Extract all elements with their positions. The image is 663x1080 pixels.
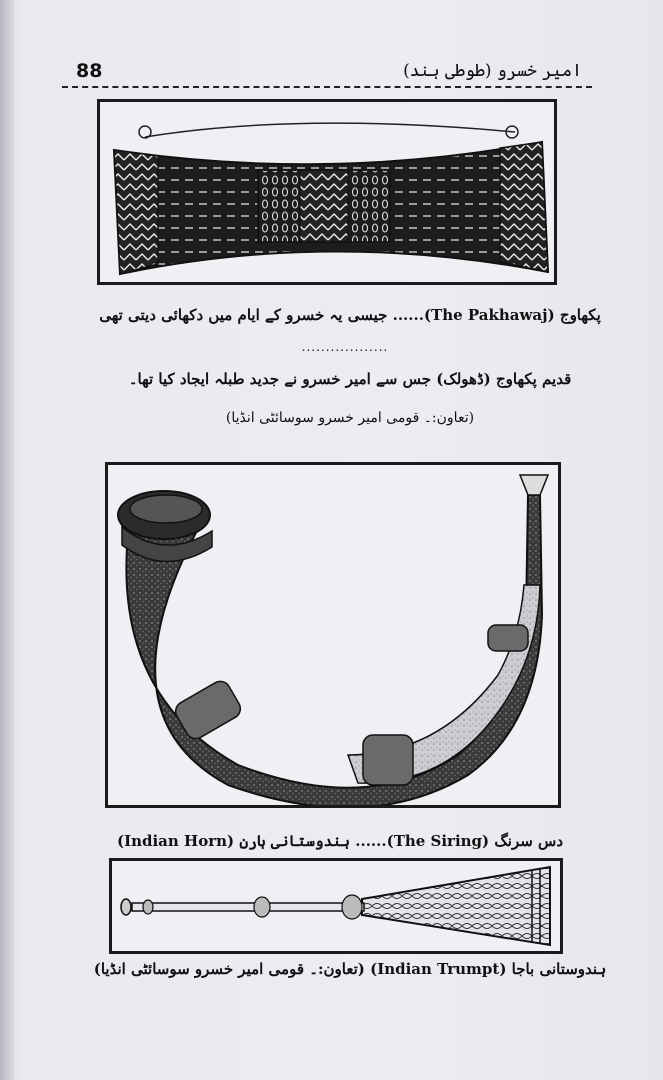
caption-separator: .................. [301,340,389,354]
header-rule [62,86,592,88]
pakhawaj-illustration [100,102,554,282]
trumpet-illustration [112,861,560,951]
pakhawaj-figure [97,99,557,285]
trumpet-caption: ہندوستانی باجا (Indian Trumpt) (تعاون:۔ قومی امیر خسرو سوسائٹی انڈیا) [93,960,607,978]
running-title: امیر خسرو (طوطی ہند) [403,61,582,81]
page-header [62,60,592,86]
page-number: 88 [76,60,103,82]
pakhawaj-description: قدیم پکھاوج (ڈھولک) جس سے امیر خسرو نے جدید طبلہ ایجاد کیا تھا۔ [128,370,572,388]
pakhawaj-caption: پکھاوج (The Pakhawaj)...... جیسی یہ خسرو کے ایام میں دکھائی دیتی تھی [99,306,601,324]
horn-figure [105,462,561,808]
horn-caption: دس سرنگ (The Siring)...... ہندوستانی ہارن (Indian Horn) [116,832,564,850]
pakhawaj-credit: (تعاون:۔ قومی امیر خسرو سوسائٹی انڈیا) [225,410,475,426]
page-binding-shadow [0,0,14,1080]
horn-illustration [108,465,558,805]
trumpet-figure [109,858,563,954]
